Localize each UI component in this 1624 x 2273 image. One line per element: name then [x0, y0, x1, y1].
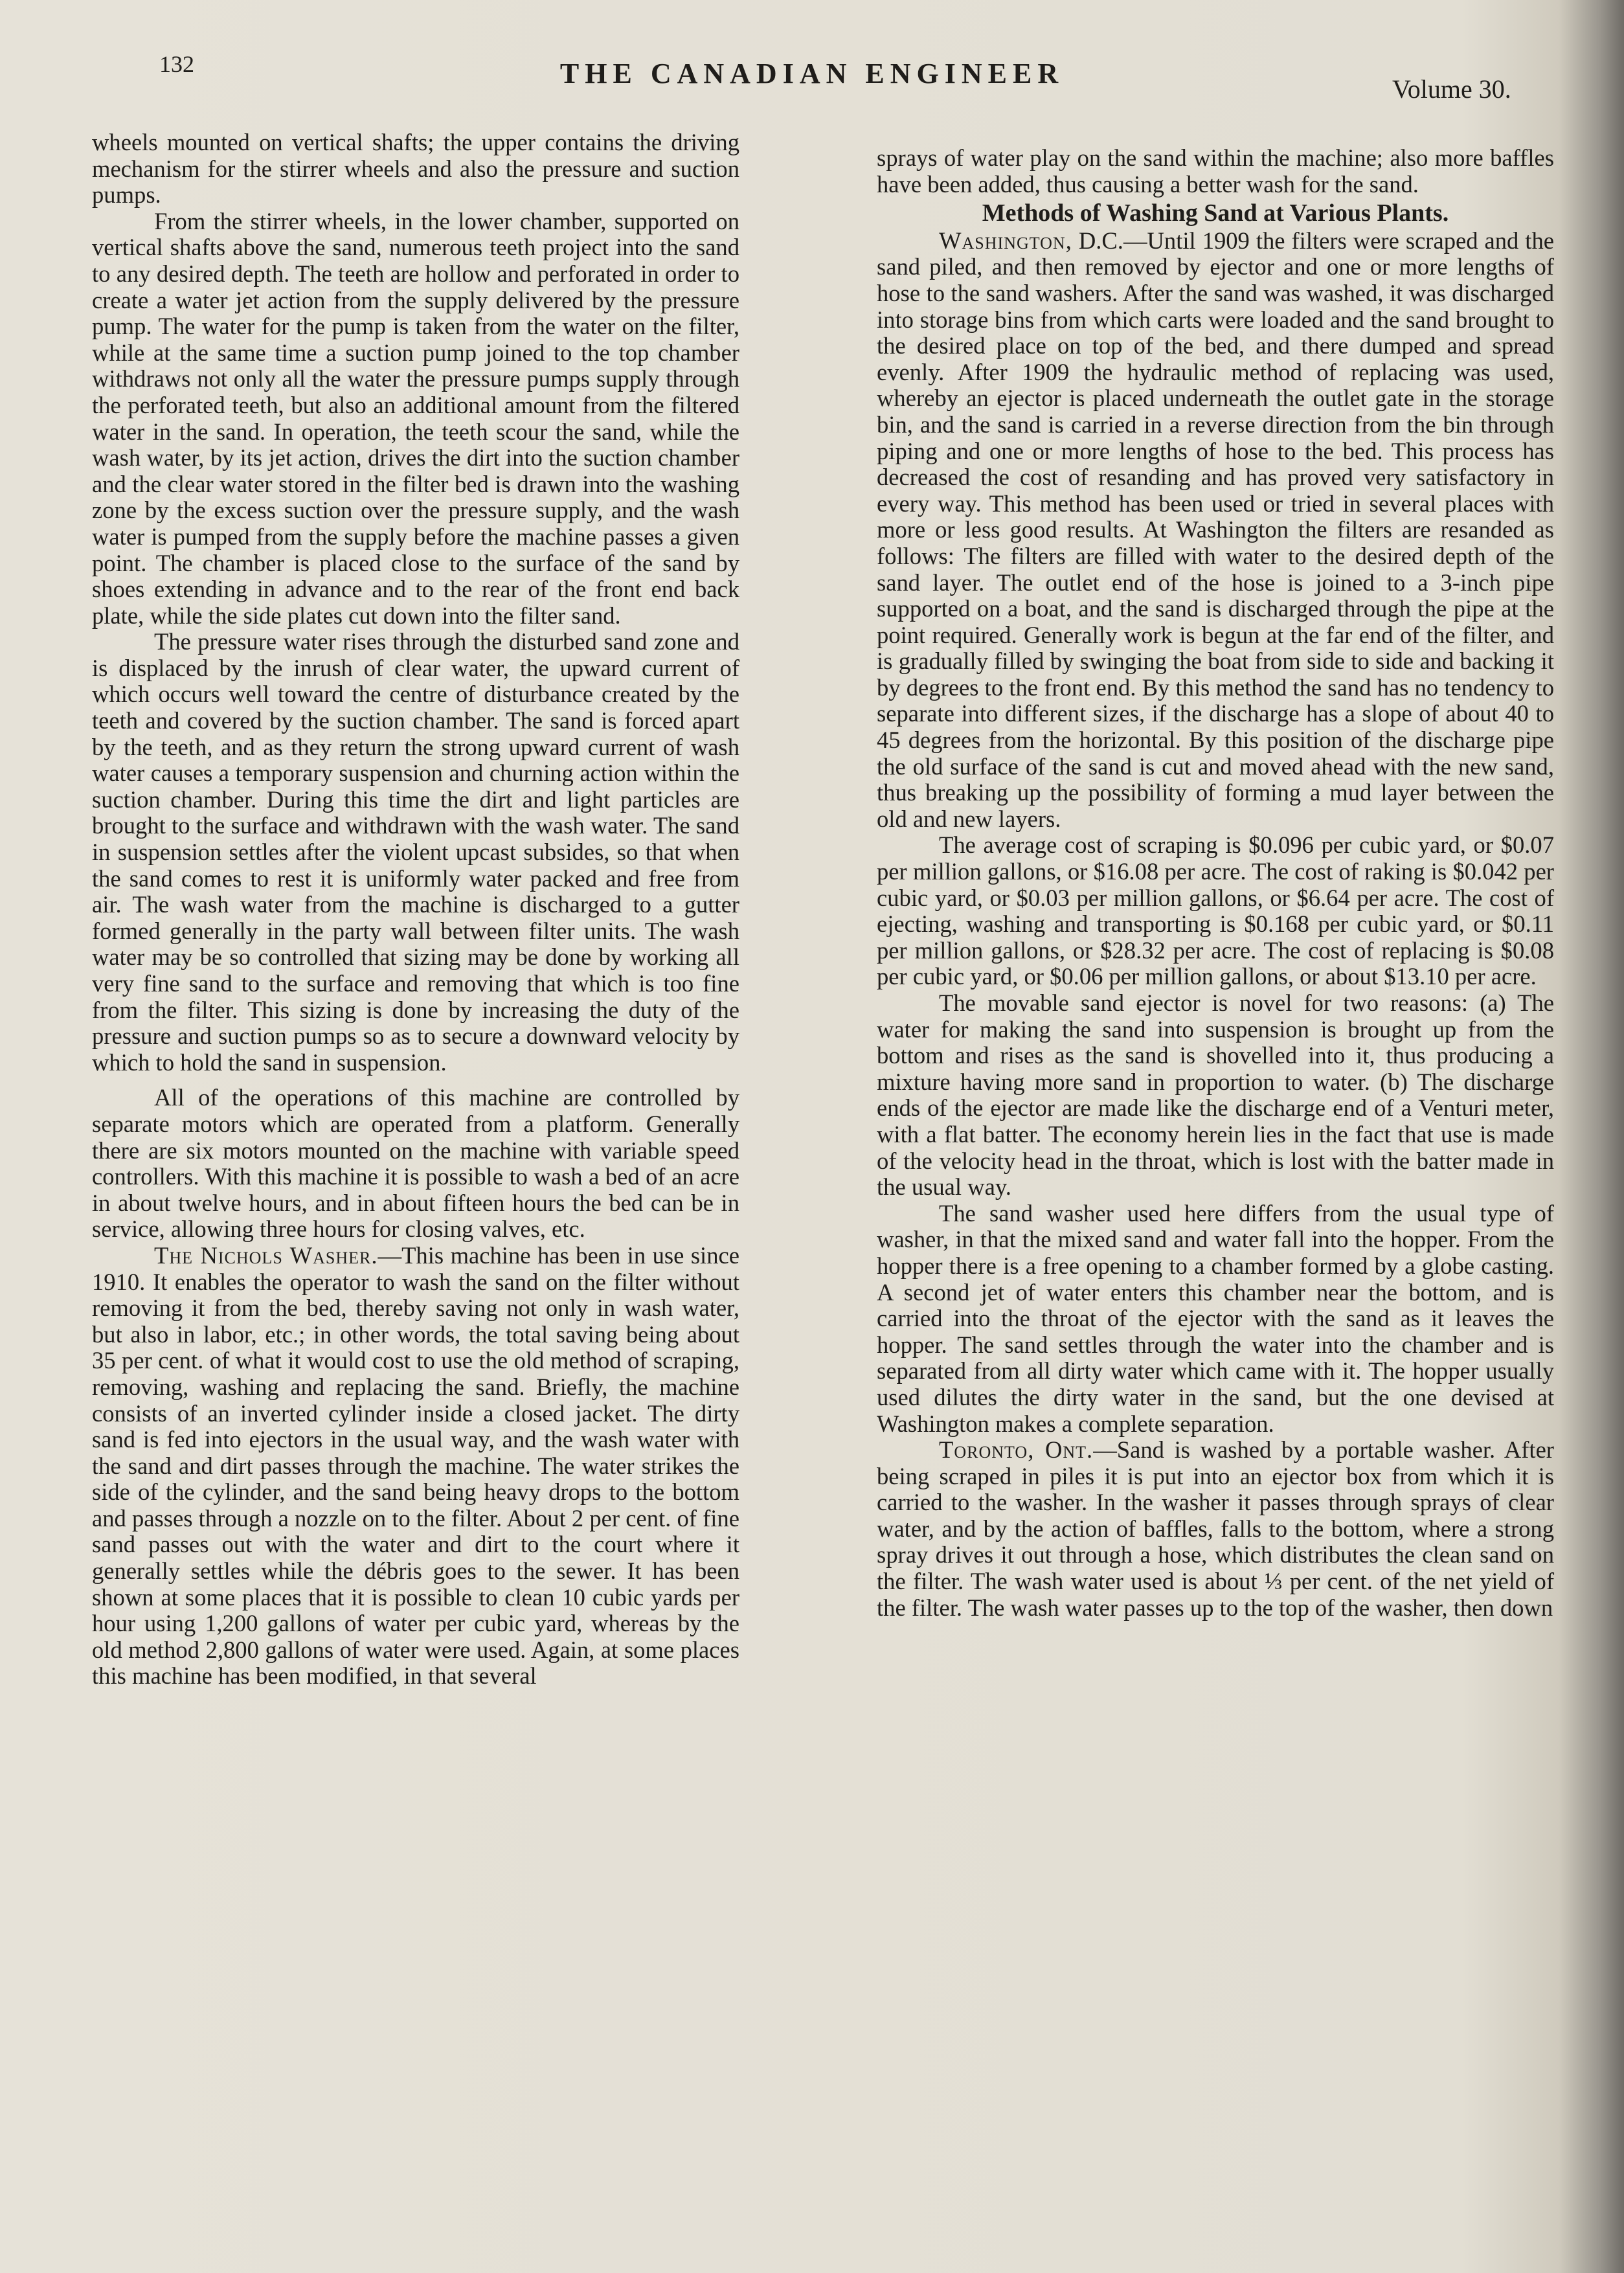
page-number: 132	[159, 51, 194, 77]
paragraph: sprays of water play on the sand within the machine; also more baffles have been added, thus causing a better wash for the sand.	[877, 144, 1554, 198]
paragraph	[877, 228, 1554, 833]
paragraph	[877, 1437, 1554, 1621]
left-column	[92, 130, 739, 1690]
paragraph: All of the operations of this machine are controlled by separate motors which are operated from a platform. Generally there are six motors mounted on the machine with variable speed controllers. With this machine it is possible to wash a bed of an acre in about twelve hours, and in about fifteen hours the bed can be in service, allowing three hours for closing valves, etc.	[92, 1084, 739, 1243]
paragraph	[92, 1243, 739, 1690]
paragraph: The sand washer used here differs from the usual type of washer, in that the mixed sand and water fall into the hopper. From the hopper there is a free opening to a chamber formed by a globe casting. A second jet of water enters this chamber near the bottom, and is carried into the throat of the ejector with the sand as it leaves the hopper. The sand settles through the water into the chamber and is separated from all dirty water which came with it. The hopper usually used dilutes the dirty water in the sand, but the one devised at Washington makes a complete separation.	[877, 1199, 1554, 1437]
volume-label: Volume 30.	[1392, 74, 1511, 104]
paragraph: The average cost of scraping is $0.096 per cubic yard, or $0.07 per million gallons, or $16.08 per acre. The cost of raking is $0.042 per cubic yard, or $0.03 per million gallons, or $6.64 per acre. The cost of ejecting, washing and transporting is $0.168 per cubic yard, or $0.11 per million gallons, or $28.32 per acre. The cost of replacing is $0.08 per cubic yard, or $0.06 per million gallons, or about $13.10 per acre.	[877, 831, 1554, 990]
paragraph: The movable sand ejector is novel for two reasons: (a) The water for making the sand into suspension is brought up from the bottom and rises as the sand is shovelled into it, thus producing a mixture having more sand in proportion to water. (b) The discharge ends of the ejector are made like the discharge end of a Venturi meter, with a flat batter. The economy herein lies in the fact that use is made of the velocity head in the throat, which is lost with the batter made in the usual way.	[877, 989, 1554, 1201]
running-title: THE CANADIAN ENGINEER	[559, 58, 1065, 89]
running-header	[0, 51, 1624, 109]
paragraph: The pressure water rises through the disturbed sand zone and is displaced by the inrush of clear water, the upward current of which occurs well toward the centre of disturbance created by the teeth and covered by the suction chamber. The sand is forced apart by the teeth, and as they return the strong upward current of wash water causes a temporary suspension and churning action within the suction chamber. During this time the dirt and light particles are brought to the surface and withdrawn with the wash water. The sand in suspension settles after the violent upcast subsides, so that when the sand comes to rest it is uniformly water packed and free from air. The wash water from the machine is discharged to a gutter formed generally in the party wall between filter units. The wash water may be so controlled that sizing may be done by working all very fine sand to the surface and removing that which is too fine from the filter. This sizing is done by increasing the duty of the pressure and suction pumps so as to secure a downward velocity by which to hold the sand in suspension.	[92, 628, 739, 1076]
paragraph-body: —This machine has been in use since 1910. It enables the operator to wash the sand on the filter without removing it from the bed, thereby saving not only in wash water, but also in labor, etc.; in other words, the total saving being about 35 per cent. of what it would cost to use the old method of scraping, removing, washing and replacing the sand. Briefly, the machine consists of an inverted cylinder inside a closed jacket. The dirty sand is fed into ejectors in the usual way, and the wash water with the sand and dirt passes through the machine. The water strikes the side of the cylinder, and the sand being heavy drops to the bottom and passes through a nozzle on to the filter. About 2 per cent. of fine sand passes out with the water and dirt to the court where it generally settles while the débris goes to the sewer. It has been shown at some places that it is possible to clean 10 cubic yards per hour using 1,200 gallons of water per cubic yard, whereas by the old method 2,800 gallons of water were used. Again, at some places this machine has been modified, in that several	[92, 1241, 739, 1690]
section-heading: Methods of Washing Sand at Various Plants.	[982, 199, 1449, 227]
run-in-heading: Toronto, Ont.	[939, 1436, 1094, 1464]
run-in-heading: Washington,	[939, 227, 1072, 254]
run-in-heading: The Nichols Washer.	[154, 1241, 378, 1269]
paragraph: From the stirrer wheels, in the lower chamber, supported on vertical shafts above the sand, numerous teeth project into the sand to any desired depth. The teeth are hollow and perforated in order to create a water jet action from the supply delivered by the pressure pump. The water for the pump is taken from the water on the filter, while at the same time a suction pump joined to the top chamber withdraws not only all the water the pressure pumps supply through the perforated teeth, but also an additional amount from the filtered water in the sand. In operation, the teeth scour the sand, while the wash water, by its jet action, drives the dirt into the suction chamber and the clear water stored in the filter bed is drawn into the washing zone by the excess suction over the pressure supply, and the wash water is pumped from the supply before the machine passes a given point. The chamber is placed close to the surface of the sand by shoes extending in advance and to the rear of the front end back plate, while the side plates cut down into the filter sand.	[92, 207, 739, 629]
right-column	[877, 145, 1554, 1621]
paragraph-body: —Sand is washed by a portable washer. After being scraped in piles it is put into an ejector box from which it is carried to the washer. In the washer it passes through sprays of clear water, and by the action of baffles, falls to the bottom, where a strong spray drives it out through a hose, which distributes the clean sand on the filter. The wash water used is about ⅓ per cent. of the net yield of the filter. The wash water passes up to the top of the washer, then down	[877, 1436, 1554, 1621]
paragraph: wheels mounted on vertical shafts; the upper contains the driving mechanism for the stirrer wheels and also the pressure and suction pumps.	[92, 129, 739, 209]
paragraph-body: D.C.—Until 1909 the filters were scraped and the sand piled, and then removed by ejector and one or more lengths of hose to the sand washers. After the sand was washed, it was discharged into storage bins from which carts were loaded and the sand brought to the desired place on top of the bed, and there dumped and spread evenly. After 1909 the hydraulic method of replacing was used, whereby an ejector is placed underneath the outlet gate in the storage bin, and the sand is carried in a reverse direction from the bin through piping and one or more lengths of hose to the bed. This process has decreased the cost of resanding and has proved very satisfactory in every way. This method has been used or tried in several places with more or less good results. At Washington the filters are resanded as follows: The filters are filled with water to the desired depth of the sand layer. The outlet end of the hose is joined to a 3-inch pipe supported on a boat, and the sand is discharged through the pipe at the point required. Generally work is begun at the far end of the filter, and is gradually filled by swinging the boat from side to side and backing it by degrees to the front end. By this method the sand has no tendency to separate into different sizes, if the discharge has a slope of about 40 to 45 degrees from the horizontal. By this position of the discharge pipe the old surface of the sand is cut and moved ahead with the new sand, thus breaking up the possibility of forming a mud layer between the old and new layers.	[877, 227, 1554, 832]
